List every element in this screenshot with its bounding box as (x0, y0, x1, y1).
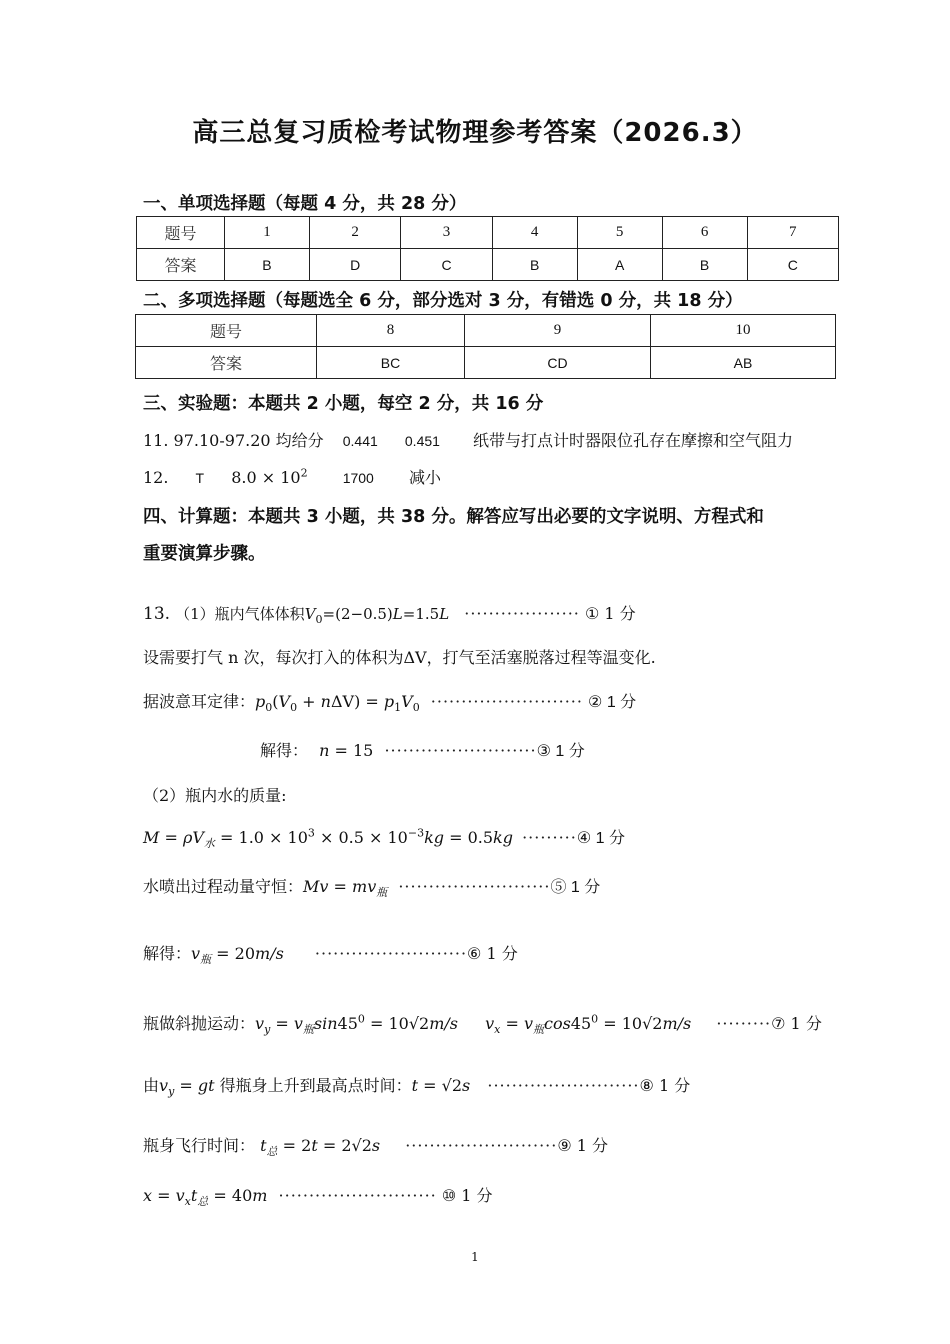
q11-a1: 97.10-97.20 均给分 (173, 431, 324, 450)
row-label-num: 题号 (137, 217, 225, 249)
q-number: 4 (492, 217, 577, 249)
row-label-ans: 答案 (136, 347, 317, 379)
q11-num: 11. (143, 431, 169, 450)
answer-cell: BC (317, 347, 465, 379)
q13-line-5: （2）瓶内水的质量: (143, 786, 287, 805)
q13-line-7: 水喷出过程动量守恒：$Mv = mv_瓶$ ·························⑤ 1 分 (143, 877, 601, 900)
q11-a4: 纸带与打点计时器限位孔存在摩擦和空气阻力 (473, 431, 794, 450)
sub-bottle: 瓶 (532, 1023, 544, 1037)
single-choice-table (136, 216, 839, 281)
score-mark: ⑨ 1 分 (557, 1136, 609, 1155)
score-mark: ② 1 分 (588, 694, 637, 711)
q13-l4-label: 解得： (260, 741, 309, 760)
q-number: 3 (401, 217, 492, 249)
sub-total: 总 (197, 1195, 209, 1209)
multi-choice-table (135, 314, 836, 379)
table-row (137, 249, 839, 281)
sub-bottle: 瓶 (200, 953, 212, 967)
score-mark: ① 1 分 (584, 604, 636, 623)
q-number: 5 (577, 217, 662, 249)
score-mark: ⑧ 1 分 (639, 1076, 691, 1095)
section-single-choice: 一、单项选择题（每题 4 分，共 28 分） (143, 194, 467, 214)
answer-cell: C (401, 249, 492, 281)
score-mark: ⑩ 1 分 (441, 1186, 493, 1205)
sub-total: 总 (266, 1145, 278, 1159)
q13-l10-a: 由 (143, 1076, 160, 1095)
table-row (136, 347, 836, 379)
q12-a1: T (195, 470, 205, 486)
q13-line-12: $x = v_xt_总 = 40m$ ·························· ⑩ 1 分 (143, 1186, 493, 1209)
q11-answer (143, 428, 793, 451)
q13-line-10: 由$v_y$ = gt 得瓶身上升到最高点时间：t = √2s ·························⑧ 1 分 (143, 1076, 691, 1099)
q13-l3-label: 据波意耳定律： (143, 692, 256, 711)
q12-a2: 8.0 × 10 (231, 468, 301, 487)
q13-line-8: 解得：$v_瓶 = 20m/s$ ·························⑥ 1 分 (143, 944, 518, 967)
q13-part1-label: （1）瓶内气体体积 (175, 605, 305, 623)
q13-line-2: 设需要打气 n 次，每次打入的体积为ΔV，打气至活塞脱落过程等温变化. (143, 648, 656, 667)
answer-cell: B (225, 249, 310, 281)
q13-l8-label: 解得： (143, 944, 192, 963)
answer-cell: B (492, 249, 577, 281)
q12-num: 12. (143, 468, 169, 487)
sub-bottle: 瓶 (376, 886, 388, 900)
section-experiment: 三、实验题：本题共 2 小题，每空 2 分，共 16 分 (143, 394, 544, 414)
sub-water: 水 (203, 837, 215, 851)
answer-cell: D (309, 249, 400, 281)
section-calculation: 四、计算题：本题共 3 小题，共 38 分。解答应写出必要的文字说明、方程式和 (143, 507, 764, 527)
q13-line-9: 瓶做斜抛运动：$v_y = v_瓶\sin 45^0 = 10√2m/s$ $v_x = v_瓶\cos 45^0 = 10√2m/s$ ·········⑦ 1 分 (143, 1012, 822, 1037)
score-mark: ④ 1 分 (576, 830, 625, 847)
q13-line-4: 解得： n = 15 ·························③ 1 分 (260, 741, 585, 760)
page-title: 高三总复习质检考试物理参考答案（2026.3） (192, 118, 758, 148)
q-number: 8 (317, 315, 465, 347)
q-number: 2 (309, 217, 400, 249)
q-number: 1 (225, 217, 310, 249)
q13-num: 13. (143, 604, 171, 624)
q-number: 6 (662, 217, 747, 249)
q-number: 10 (651, 315, 836, 347)
q11-a3: 0.451 (404, 433, 440, 449)
table-row (137, 217, 839, 249)
row-label-ans: 答案 (137, 249, 225, 281)
answer-cell: CD (465, 347, 651, 379)
q13-l11-label: 瓶身飞行时间： (143, 1136, 256, 1155)
q12-a2-exp: 2 (300, 466, 308, 480)
q13-line-1: 13. （1）瓶内气体体积$V_0=(2-0.5)L=1.5L$ ··················· ① 1 分 (143, 604, 636, 626)
sub-bottle: 瓶 (302, 1023, 314, 1037)
q13-l10-b: 得瓶身上升到最高点时间： (219, 1076, 412, 1095)
q13-l7-label: 水喷出过程动量守恒： (143, 877, 304, 896)
answer-cell: A (577, 249, 662, 281)
score-mark: ③ 1 分 (536, 743, 585, 760)
score-mark: ⑦ 1 分 (771, 1014, 822, 1033)
answer-cell: B (662, 249, 747, 281)
q13-line-11: 瓶身飞行时间： $t_总 = 2t = 2√2s$ ·························⑨ 1 分 (143, 1136, 609, 1159)
score-mark: ⑥ 1 分 (467, 944, 518, 963)
q-number: 9 (465, 315, 651, 347)
q13-line-6: $M = \rho V_水 = 1.0 \times 10^3 \times 0.5 \times 10^{-3}kg = 0.5kg$ ·········④ 1 分 (143, 826, 625, 851)
q13-l9-label: 瓶做斜抛运动： (143, 1014, 256, 1033)
answer-cell: AB (651, 347, 836, 379)
section-multi-choice: 二、多项选择题（每题选全 6 分，部分选对 3 分，有错选 0 分，共 18 分） (143, 291, 743, 311)
score-mark: ⑤ 1 分 (550, 879, 601, 896)
q13-line-3: 据波意耳定律：$p_0(V_0 + n\Delta V) = p_1V_0$ ························· ② 1 分 (143, 692, 637, 715)
q12-answer (143, 465, 441, 488)
section-calculation-cont: 重要演算步骤。 (143, 544, 266, 564)
q11-a2: 0.441 (342, 433, 378, 449)
q12-a4: 减小 (408, 468, 441, 487)
q12-a3: 1700 (342, 470, 374, 486)
page-number: 1 (471, 1250, 479, 1264)
table-row (136, 315, 836, 347)
q-number: 7 (747, 217, 838, 249)
row-label-num: 题号 (136, 315, 317, 347)
answer-cell: C (747, 249, 838, 281)
